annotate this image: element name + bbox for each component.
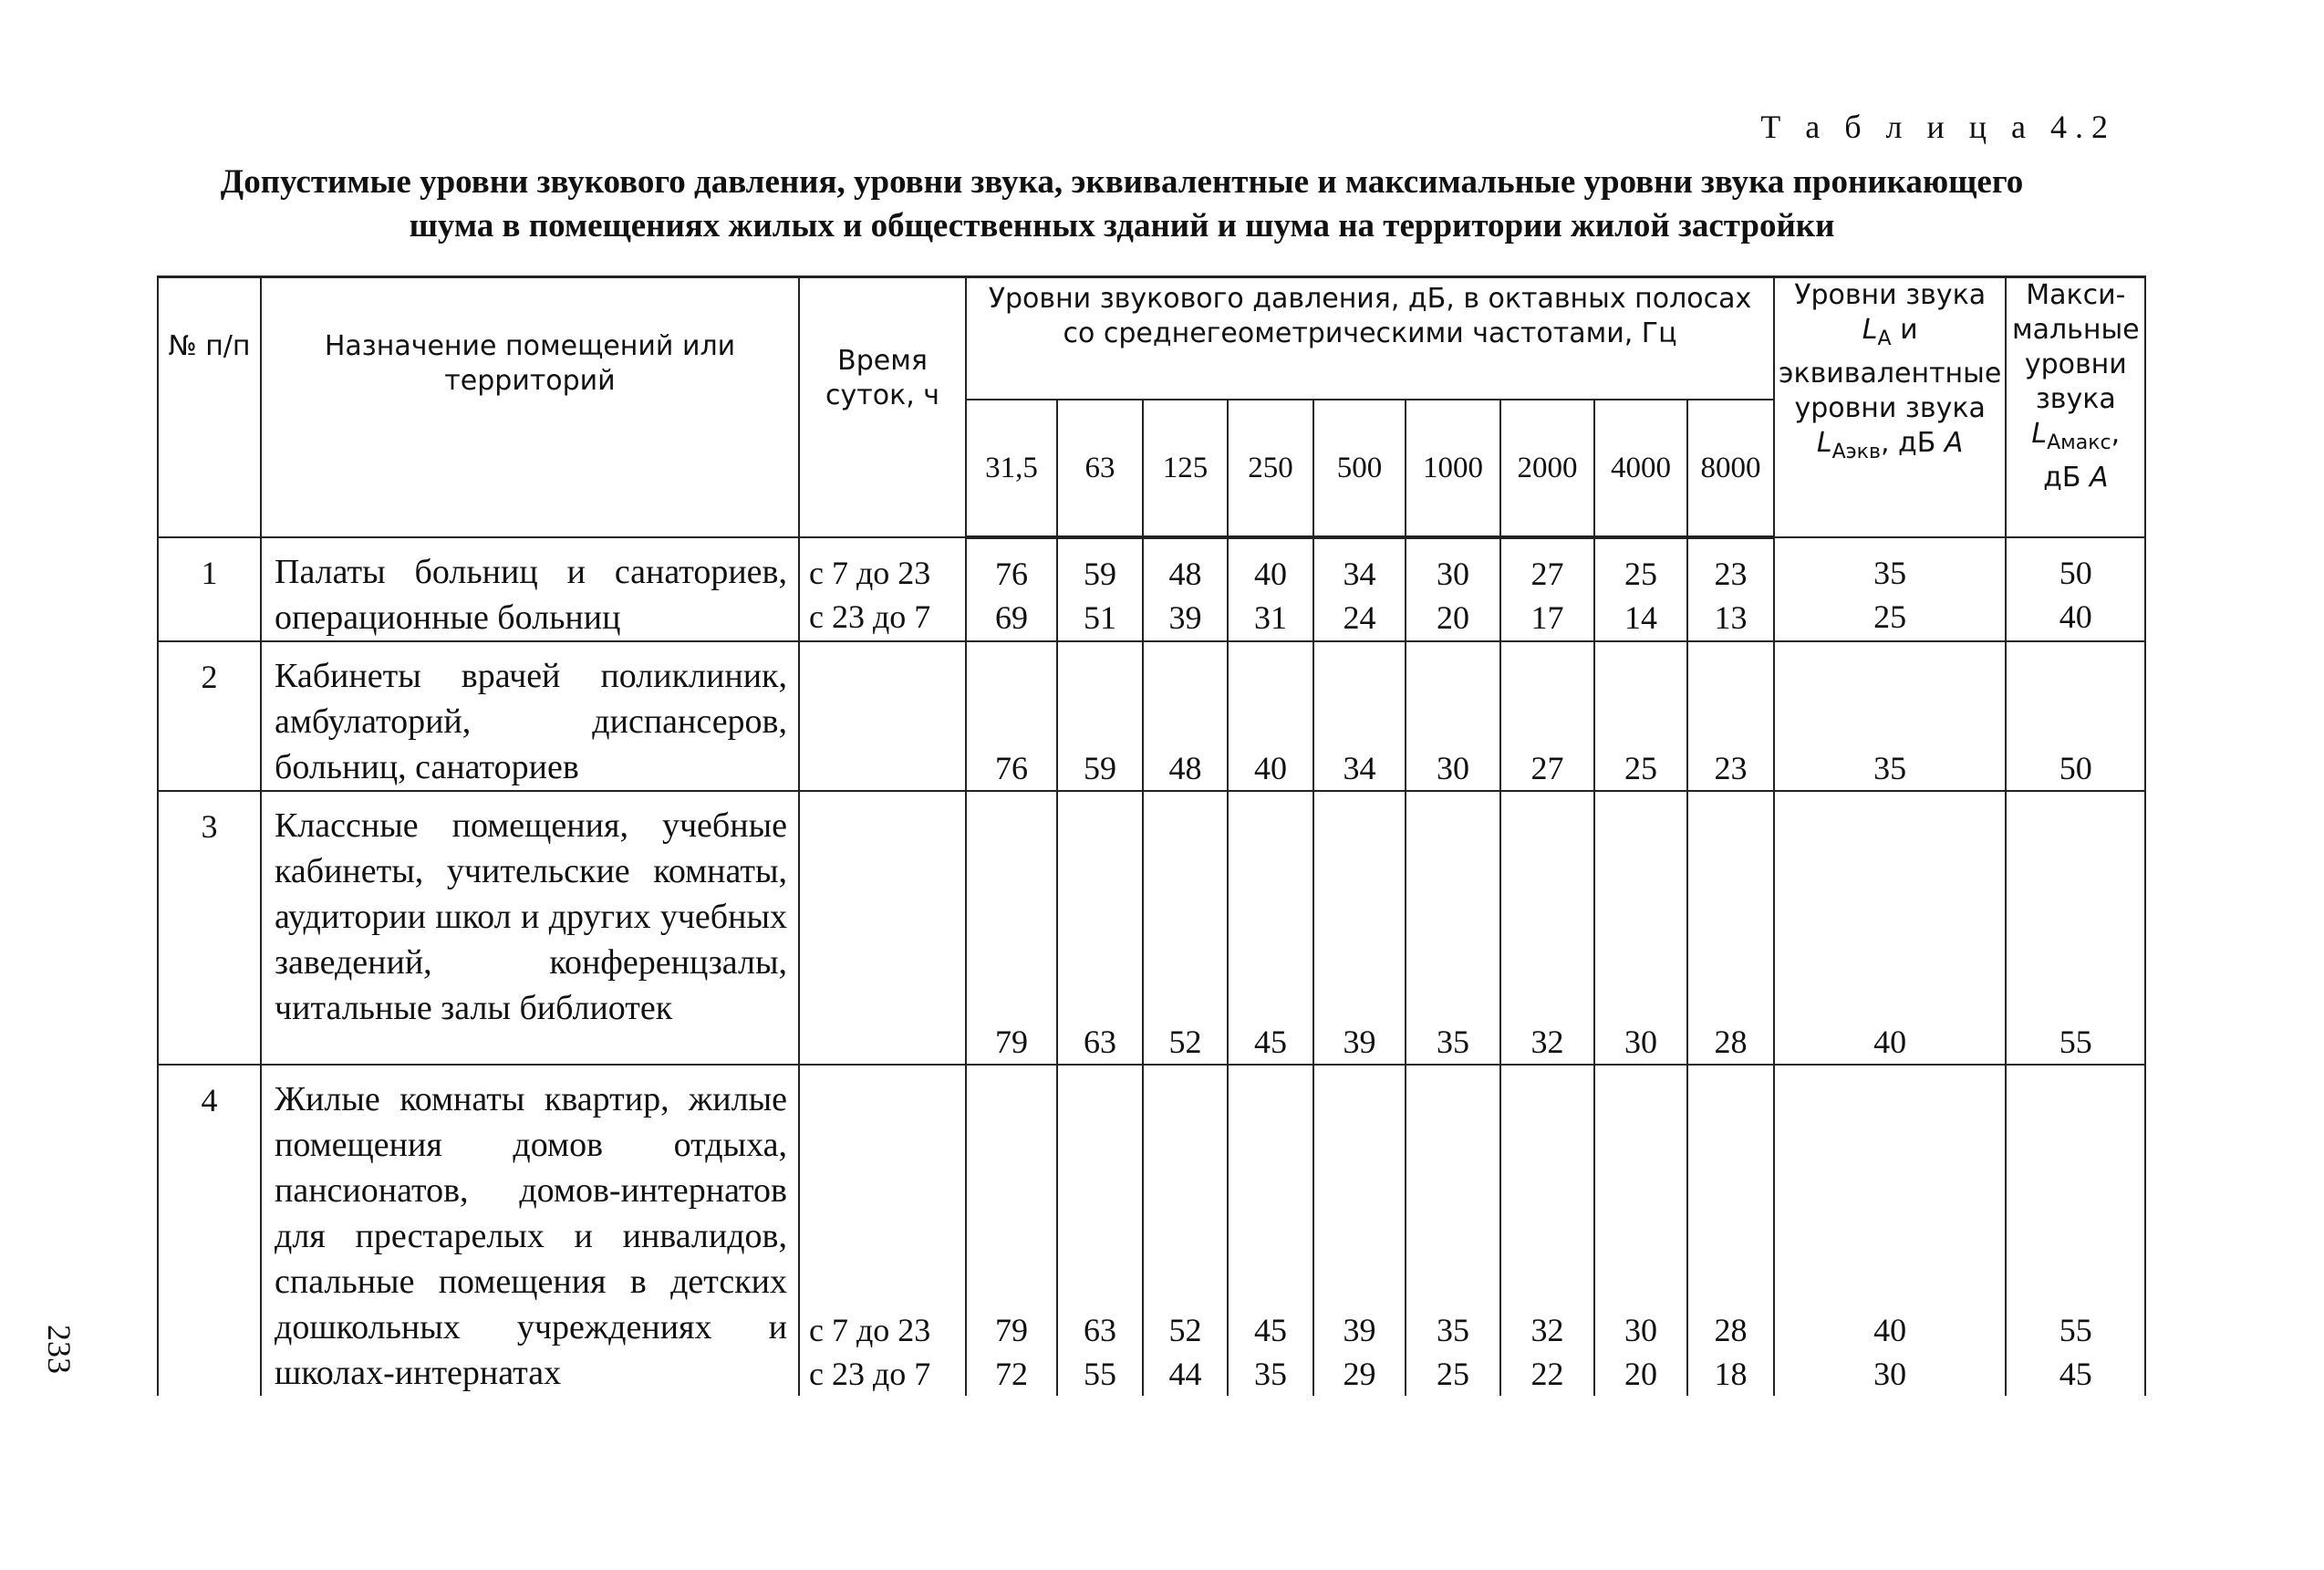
row-2-v7: 25 xyxy=(1594,641,1687,791)
header-purpose: Назначение помещений или территорий xyxy=(261,277,799,538)
row-1-v6 xyxy=(1500,537,1594,641)
cell-value: 30 xyxy=(1437,556,1469,592)
row-1-v2 xyxy=(1143,537,1228,641)
row-4-v2 xyxy=(1143,1065,1228,1396)
table-caption: Т а б л и ц а 4.2 xyxy=(1760,109,2116,145)
freq-31-5: 31,5 xyxy=(966,400,1057,537)
cell-value: 55 xyxy=(2059,1312,2092,1348)
row-2-v8: 23 xyxy=(1687,641,1774,791)
row-4-v7 xyxy=(1594,1065,1687,1396)
header-lmax-pre: Макси-мальные уровни звука xyxy=(2011,279,2140,415)
cell-value: 32 xyxy=(1530,1312,1564,1348)
cell-value: 39 xyxy=(1168,599,1202,636)
cell-value: 25 xyxy=(1624,556,1657,592)
cell-value: 40 xyxy=(1254,556,1287,592)
row-3-v2: 52 xyxy=(1143,791,1228,1065)
header-lmax-var: L xyxy=(2031,418,2048,450)
row-1-v4 xyxy=(1313,537,1406,641)
freq-4000: 4000 xyxy=(1594,400,1687,537)
cell-value: 29 xyxy=(1343,1356,1376,1392)
table-row xyxy=(158,791,2145,1065)
cell-value: 35 xyxy=(1437,1312,1469,1348)
row-2-name: Кабинеты врачей поликлиник, амбулаторий, диспансеров, больниц, санаториев xyxy=(261,641,799,791)
header-la-unit: , дБ xyxy=(1880,427,1936,459)
row-1-name: Палаты больниц и санаториев, операционные больниц xyxy=(261,537,799,641)
cell-value: 55 xyxy=(1084,1356,1116,1392)
header-lmax-unit-var: A xyxy=(2089,462,2109,494)
row-2-v1: 59 xyxy=(1057,641,1143,791)
row-2-v0: 76 xyxy=(966,641,1057,791)
freq-250: 250 xyxy=(1228,400,1313,537)
header-la-var: L xyxy=(1862,314,1878,346)
row-2-v2: 48 xyxy=(1143,641,1228,791)
row-1-v3 xyxy=(1228,537,1313,641)
table-title xyxy=(146,161,2098,248)
cell-value: 45 xyxy=(2059,1356,2092,1392)
row-3-v7: 30 xyxy=(1594,791,1687,1065)
row-3-time xyxy=(799,791,966,1065)
noise-levels-table xyxy=(157,276,2146,1396)
freq-1000: 1000 xyxy=(1406,400,1500,537)
row-1-num: 1 xyxy=(158,537,261,641)
cell-value: 39 xyxy=(1343,1312,1376,1348)
row-4-v8 xyxy=(1687,1065,1774,1396)
row-3-v4: 39 xyxy=(1313,791,1406,1065)
cell-value: 59 xyxy=(1084,556,1116,592)
row-4-la xyxy=(1774,1065,2006,1396)
table-row xyxy=(158,641,2145,791)
row-3-v6: 32 xyxy=(1500,791,1594,1065)
row-1-v1 xyxy=(1057,537,1143,641)
cell-value: 51 xyxy=(1084,599,1116,636)
cell-value: 31 xyxy=(1254,599,1287,636)
header-la xyxy=(1774,277,2006,538)
row-4-time-night: с 23 до 7 xyxy=(809,1356,931,1392)
cell-value: 69 xyxy=(995,599,1028,636)
row-3-lmax: 55 xyxy=(2006,791,2145,1065)
cell-value: 20 xyxy=(1437,599,1469,636)
row-3-v8: 28 xyxy=(1687,791,1774,1065)
cell-value: 52 xyxy=(1168,1312,1202,1348)
row-3-v1: 63 xyxy=(1057,791,1143,1065)
row-4-v0 xyxy=(966,1065,1057,1396)
cell-value: 45 xyxy=(1254,1312,1287,1348)
row-1-la xyxy=(1774,537,2006,641)
header-num: № п/п xyxy=(158,277,261,538)
freq-125: 125 xyxy=(1143,400,1228,537)
title-line-2: шума в помещениях жилых и общественных зданий и шума на территории жилой застройки xyxy=(409,207,1835,244)
cell-value: 25 xyxy=(1437,1356,1469,1392)
cell-value: 35 xyxy=(1254,1356,1287,1392)
row-1-v0 xyxy=(966,537,1057,641)
header-laeq-var: L xyxy=(1816,427,1832,459)
row-3-num: 3 xyxy=(158,791,261,1065)
cell-value: 30 xyxy=(1873,1356,1907,1392)
row-3-v0: 79 xyxy=(966,791,1057,1065)
cell-value: 17 xyxy=(1530,599,1564,636)
row-4-v5 xyxy=(1406,1065,1500,1396)
header-la-unit-var: A xyxy=(1944,427,1964,459)
title-line-1: Допустимые уровни звукового давления, уровни звука, эквивалентные и максимальные уровни звука проникающего xyxy=(220,163,2024,201)
table-body xyxy=(158,537,2145,1396)
cell-value: 40 xyxy=(2059,598,2092,635)
header-lmax-unit: , дБ xyxy=(2043,418,2121,494)
row-2-v4: 34 xyxy=(1313,641,1406,791)
cell-value: 22 xyxy=(1530,1356,1564,1392)
row-3-la: 40 xyxy=(1774,791,2006,1065)
row-2-num: 2 xyxy=(158,641,261,791)
cell-value: 27 xyxy=(1530,556,1564,592)
cell-value: 76 xyxy=(995,556,1028,592)
table-row xyxy=(158,537,2145,641)
row-4-num: 4 xyxy=(158,1065,261,1396)
row-3-v5: 35 xyxy=(1406,791,1500,1065)
row-3-name: Классные помещения, учебные кабинеты, учительские комнаты, аудитории школ и других учебных заведений, конференцзалы, читальные залы библиотек xyxy=(261,791,799,1065)
cell-value: 18 xyxy=(1714,1356,1748,1392)
row-2-v6: 27 xyxy=(1500,641,1594,791)
row-2-la: 35 xyxy=(1774,641,2006,791)
cell-value: 24 xyxy=(1343,599,1376,636)
row-1-v8 xyxy=(1687,537,1774,641)
cell-value: 30 xyxy=(1624,1312,1657,1348)
row-2-lmax: 50 xyxy=(2006,641,2145,791)
row-2-time xyxy=(799,641,966,791)
cell-value: 63 xyxy=(1084,1312,1116,1348)
header-lmax-sub: Амакс xyxy=(2047,431,2111,454)
header-lmax xyxy=(2006,277,2145,538)
row-1-time-night: с 23 до 7 xyxy=(809,598,931,635)
cell-value: 44 xyxy=(1168,1356,1202,1392)
row-2-v5: 30 xyxy=(1406,641,1500,791)
cell-value: 25 xyxy=(1873,598,1907,635)
cell-value: 48 xyxy=(1168,556,1202,592)
cell-value: 14 xyxy=(1624,599,1657,636)
header-la-post: и эквивалентные уровни звука xyxy=(1779,314,2002,424)
row-1-lmax xyxy=(2006,537,2145,641)
row-4-v3 xyxy=(1228,1065,1313,1396)
row-1-v7 xyxy=(1594,537,1687,641)
row-1-time-day: с 7 до 23 xyxy=(809,555,931,591)
cell-value: 13 xyxy=(1714,599,1748,636)
row-1-time xyxy=(799,537,966,641)
row-4-v4 xyxy=(1313,1065,1406,1396)
header-time: Время суток, ч xyxy=(799,277,966,538)
row-4-v6 xyxy=(1500,1065,1594,1396)
cell-value: 50 xyxy=(2059,555,2092,591)
row-3-v3: 45 xyxy=(1228,791,1313,1065)
cell-value: 72 xyxy=(995,1356,1028,1392)
cell-value: 23 xyxy=(1714,556,1748,592)
cell-value: 34 xyxy=(1343,556,1376,592)
cell-value: 40 xyxy=(1873,1312,1907,1348)
row-4-lmax xyxy=(2006,1065,2145,1396)
freq-8000: 8000 xyxy=(1687,400,1774,537)
row-1-v5 xyxy=(1406,537,1500,641)
page-number: 233 xyxy=(41,1325,78,1374)
table-row xyxy=(158,1065,2145,1396)
header-octave: Уровни звукового давления, дБ, в октавных полосах со среднегеометрическими частотами, Гц xyxy=(966,277,1774,400)
header-la-pre: Уровни звука xyxy=(1794,279,1987,311)
header-laeq-sub: Аэкв xyxy=(1831,441,1881,463)
row-4-v1 xyxy=(1057,1065,1143,1396)
freq-500: 500 xyxy=(1313,400,1406,537)
row-4-time-day: с 7 до 23 xyxy=(809,1312,931,1348)
row-4-time xyxy=(799,1065,966,1396)
row-2-v3: 40 xyxy=(1228,641,1313,791)
cell-value: 20 xyxy=(1624,1356,1657,1392)
cell-value: 35 xyxy=(1873,555,1907,591)
freq-63: 63 xyxy=(1057,400,1143,537)
row-4-name: Жилые комнаты квартир, жилые помещения домов отдыха, пансионатов, домов-интернатов для престарелых и инвалидов, спальные помещения в детских дошкольных учреждениях и школах-интернатах xyxy=(261,1065,799,1396)
cell-value: 79 xyxy=(995,1312,1028,1348)
cell-value: 28 xyxy=(1714,1312,1748,1348)
freq-2000: 2000 xyxy=(1500,400,1594,537)
header-la-sub: A xyxy=(1877,328,1892,350)
